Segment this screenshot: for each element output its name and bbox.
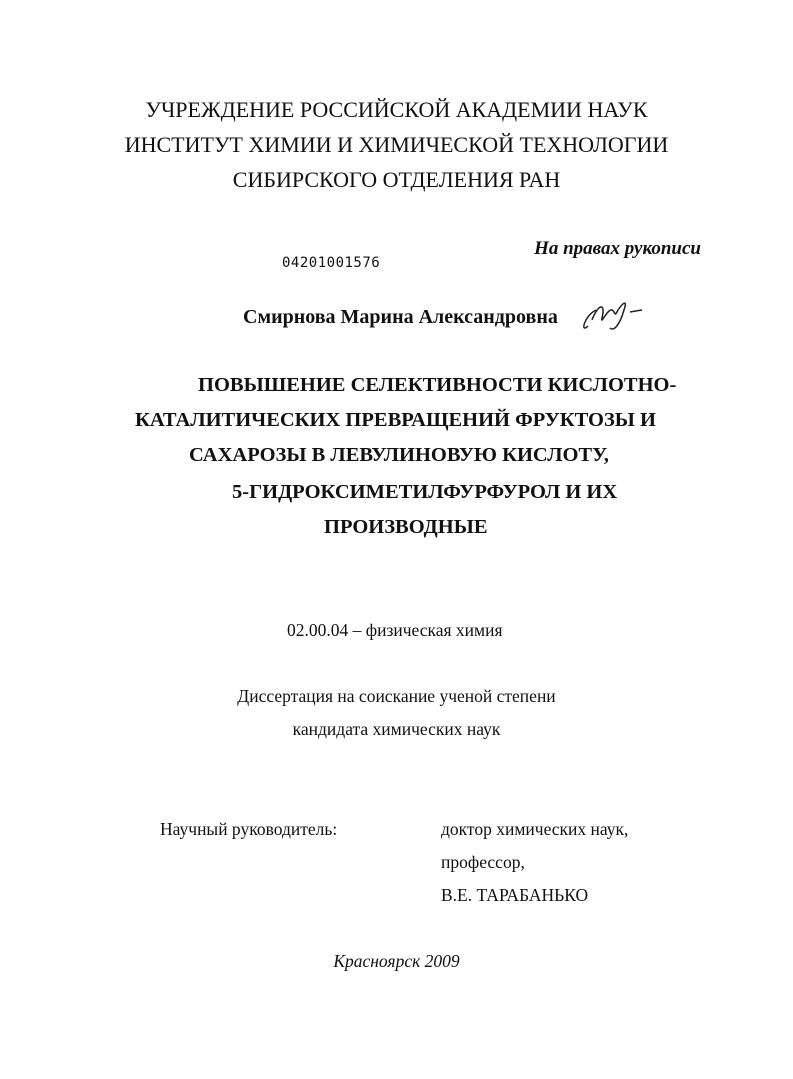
specialty: 02.00.04 – физическая химия bbox=[287, 620, 503, 640]
title-line: ПОВЫШЕНИЕ СЕЛЕКТИВНОСТИ КИСЛОТНО- bbox=[198, 374, 677, 396]
catalog-number: 04201001576 bbox=[282, 255, 381, 271]
degree-line: Диссертация на соискание ученой степени bbox=[237, 686, 556, 706]
title-line: ПРОИЗВОДНЫЕ bbox=[324, 516, 488, 538]
degree-line: кандидата химических наук bbox=[292, 719, 501, 739]
signature-icon bbox=[578, 296, 678, 336]
org-line: УЧРЕЖДЕНИЕ РОССИЙСКОЙ АКАДЕМИИ НАУК bbox=[145, 97, 648, 122]
supervisor-label: Научный руководитель: bbox=[160, 819, 338, 839]
place-year: Красноярск 2009 bbox=[333, 951, 460, 971]
title-line: 5-ГИДРОКСИМЕТИЛФУРФУРОЛ И ИХ bbox=[232, 481, 618, 503]
rights-note: На правах рукописи bbox=[534, 238, 701, 259]
org-line: СИБИРСКОГО ОТДЕЛЕНИЯ РАН bbox=[232, 167, 561, 192]
supervisor-title: профессор, bbox=[441, 852, 525, 872]
org-line: ИНСТИТУТ ХИМИИ И ХИМИЧЕСКОЙ ТЕХНОЛОГИИ bbox=[124, 132, 669, 157]
title-line: САХАРОЗЫ В ЛЕВУЛИНОВУЮ КИСЛОТУ, bbox=[189, 444, 609, 466]
supervisor-degree: доктор химических наук, bbox=[441, 819, 629, 839]
title-line: КАТАЛИТИЧЕСКИХ ПРЕВРАЩЕНИЙ ФРУКТОЗЫ И bbox=[135, 409, 656, 431]
author-name: Смирнова Марина Александровна bbox=[243, 306, 558, 328]
supervisor-name: В.Е. ТАРАБАНЬКО bbox=[441, 885, 589, 905]
